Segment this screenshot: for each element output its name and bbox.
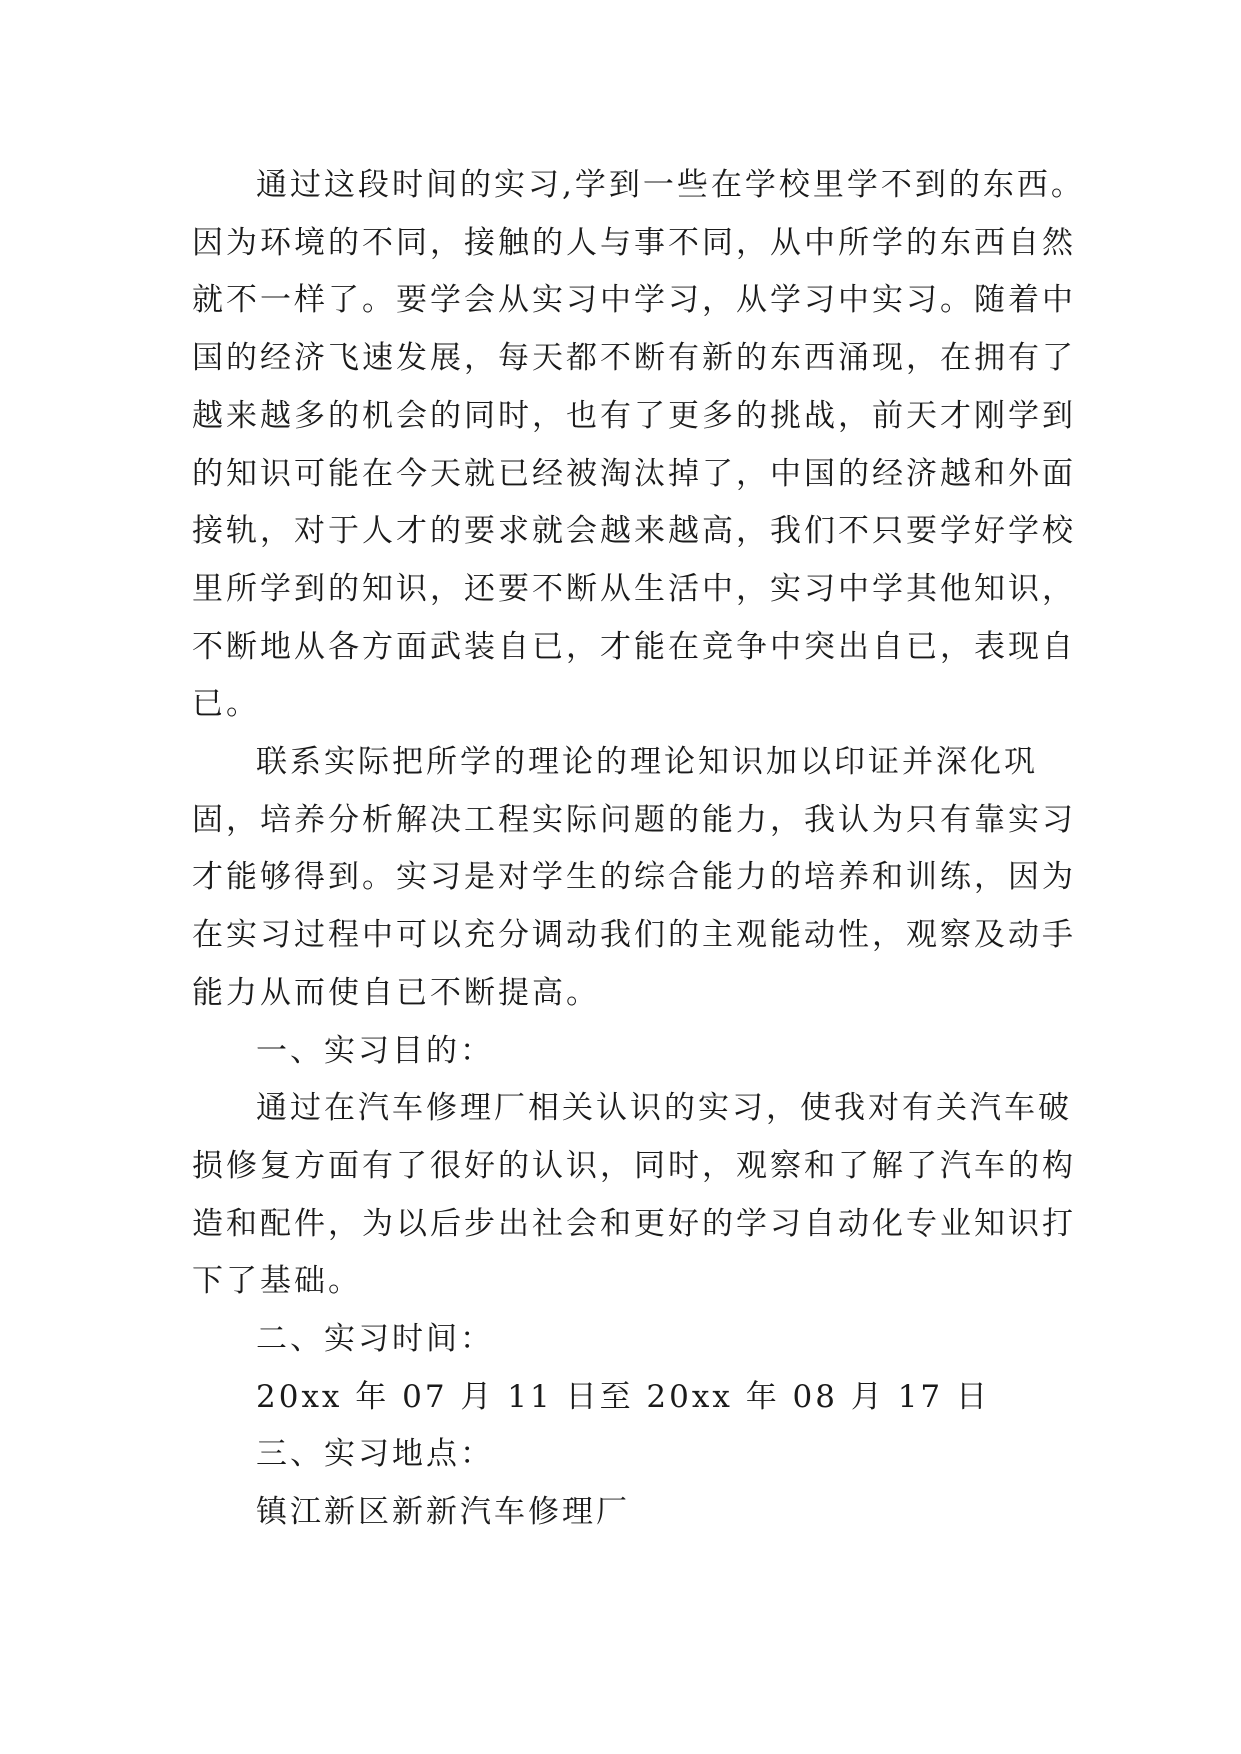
document-body bbox=[192, 157, 1085, 1542]
paragraph-purpose bbox=[192, 1080, 1076, 1311]
text-line: 接轨，对于人才的要求就会越来越高，我们不只要学好学校 bbox=[192, 513, 1076, 550]
section-heading-time bbox=[192, 1311, 1072, 1369]
text-line: 固，培养分析解决工程实际问题的能力，我认为只有靠实习 bbox=[192, 801, 1076, 838]
text-line: 下了基础。 bbox=[192, 1263, 362, 1300]
text-line: 的知识可能在今天就已经被淘汰掉了，中国的经济越和外面 bbox=[192, 455, 1076, 492]
text-line: 已。 bbox=[192, 686, 260, 723]
text-line: 才能够得到。实习是对学生的综合能力的培养和训练，因为 bbox=[192, 859, 1076, 896]
text-line: 在实习过程中可以充分调动我们的主观能动性，观察及动手 bbox=[192, 917, 1076, 954]
paragraph-time bbox=[192, 1369, 1072, 1427]
text-line: 联系实际把所学的理论的理论知识加以印证并深化巩 bbox=[256, 744, 1038, 781]
paragraph-theory-practice bbox=[192, 734, 1076, 1023]
text-line: 国的经济飞速发展，每天都不断有新的东西涌现，在拥有了 bbox=[192, 340, 1076, 377]
text-line: 造和配件，为以后步出社会和更好的学习自动化专业知识打 bbox=[192, 1205, 1076, 1242]
text-line: 因为环境的不同，接触的人与事不同，从中所学的东西自然 bbox=[192, 224, 1076, 261]
location-text: 镇江新区新新汽车修理厂 bbox=[256, 1494, 630, 1531]
text-line: 通过在汽车修理厂相关认识的实习，使我对有关汽车破 bbox=[256, 1090, 1072, 1127]
text-line: 就不一样了。要学会从实习中学习，从学习中实习。随着中 bbox=[192, 282, 1076, 319]
date-range: 20xx 年 07 月 11 日至 20xx 年 08 月 17 日 bbox=[256, 1378, 991, 1415]
text-line: 损修复方面有了很好的认识，同时，观察和了解了汽车的构 bbox=[192, 1147, 1076, 1184]
paragraph-location bbox=[192, 1484, 1072, 1542]
text-line: 里所学到的知识，还要不断从生活中，实习中学其他知识， bbox=[192, 570, 1076, 607]
paragraph-internship-gains bbox=[192, 157, 1085, 734]
section-heading-location bbox=[192, 1426, 1072, 1484]
section-heading-purpose bbox=[192, 1023, 1072, 1081]
text-line: 越来越多的机会的同时，也有了更多的挑战，前天才刚学到 bbox=[192, 397, 1076, 434]
text-line: 通过这段时间的实习,学到一些在学校里学不到的东西。 bbox=[256, 167, 1085, 203]
section-heading: 一、实习目的： bbox=[256, 1032, 494, 1069]
text-line: 能力从而使自已不断提高。 bbox=[192, 974, 600, 1011]
section-heading: 二、实习时间： bbox=[256, 1321, 494, 1358]
section-heading: 三、实习地点： bbox=[256, 1436, 494, 1473]
text-line: 不断地从各方面武装自已，才能在竞争中突出自已，表现自 bbox=[192, 628, 1076, 665]
